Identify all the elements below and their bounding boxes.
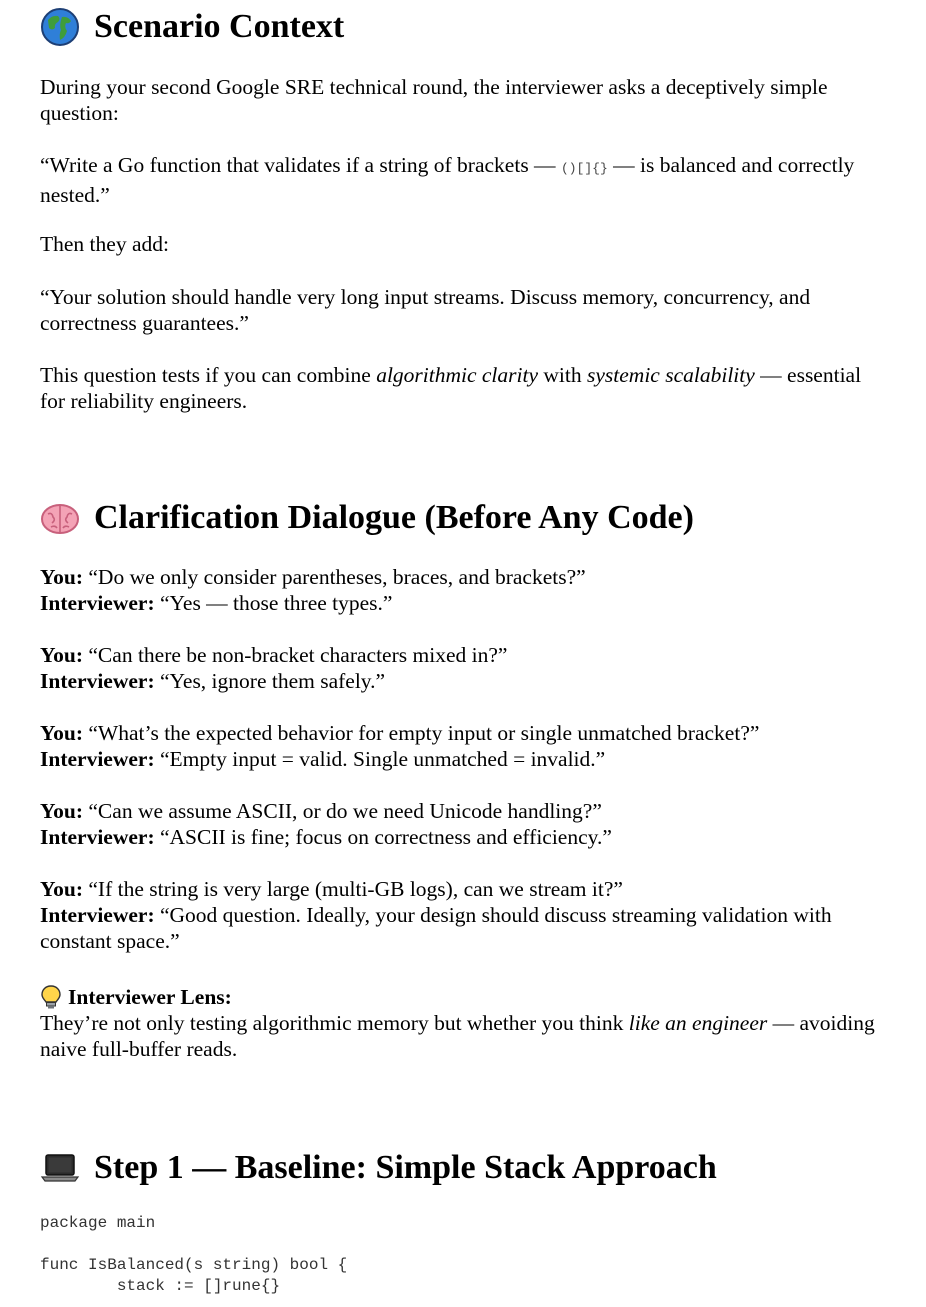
lens-text-b: — avoiding naive full-buffer reads. xyxy=(40,1011,875,1061)
code-line: func IsBalanced(s string) bool { xyxy=(40,1256,348,1274)
you-question: “If the string is very large (multi-GB logs), can we stream it?” xyxy=(88,877,623,901)
p5-text-c: — essential for reliability engineers. xyxy=(40,363,862,413)
scenario-heading xyxy=(40,7,886,47)
scenario-paragraph-5 xyxy=(40,362,886,414)
scenario-heading-text: Scenario Context xyxy=(94,8,345,45)
quote-text-end: — is balanced and correctly nested.” xyxy=(40,153,855,207)
lens-emphasis: like an engineer xyxy=(628,1011,768,1035)
code-block xyxy=(40,1213,886,1297)
interviewer-label: Interviewer: xyxy=(40,591,155,615)
dialogue-exchange-1 xyxy=(40,564,886,616)
scenario-paragraph-4: “Your solution should handle very long input streams. Discuss memory, concurrency, and correctness guarantees.” xyxy=(40,285,811,335)
p5-emphasis-2: systemic scalability xyxy=(587,363,755,387)
dialogue-exchange-2 xyxy=(40,642,886,694)
dialogue-exchange-4 xyxy=(40,798,886,850)
p5-text-b: with xyxy=(538,363,587,387)
p5-emphasis-1: algorithmic clarity xyxy=(376,363,539,387)
scenario-paragraph-2 xyxy=(40,152,886,208)
interviewer-label: Interviewer: xyxy=(40,825,155,849)
interviewer-answer: “Empty input = valid. Single unmatched = invalid.” xyxy=(159,747,606,771)
lens-text xyxy=(40,1010,886,1062)
code-line: stack := []rune{} xyxy=(40,1277,281,1295)
lightbulb-icon xyxy=(40,984,62,1010)
you-question: “What’s the expected behavior for empty input or single unmatched bracket?” xyxy=(88,721,760,745)
interviewer-answer: “Yes, ignore them safely.” xyxy=(159,669,386,693)
code-line: package main xyxy=(40,1214,156,1232)
scenario-paragraph-3: Then they add: xyxy=(40,232,169,256)
you-label: You: xyxy=(40,721,84,745)
dialogue-exchange-3 xyxy=(40,720,886,772)
lens-title xyxy=(40,984,886,1010)
interviewer-answer: “ASCII is fine; focus on correctness and efficiency.” xyxy=(159,825,612,849)
you-question: “Can there be non-bracket characters mixed in?” xyxy=(88,643,508,667)
inline-code-brackets: ()[]{} xyxy=(560,161,608,176)
interviewer-answer: “Yes — those three types.” xyxy=(159,591,393,615)
you-question: “Can we assume ASCII, or do we need Unicode handling?” xyxy=(88,799,602,823)
p5-text-a: This question tests if you can combine xyxy=(40,363,377,387)
you-label: You: xyxy=(40,565,84,589)
lens-label: Interviewer Lens: xyxy=(68,985,232,1009)
interviewer-answer: “Good question. Ideally, your design should discuss streaming validation with constant space.” xyxy=(40,903,832,953)
step1-heading-text: Step 1 — Baseline: Simple Stack Approach xyxy=(94,1149,717,1186)
interviewer-label: Interviewer: xyxy=(40,903,155,927)
dialogue-heading-text: Clarification Dialogue (Before Any Code) xyxy=(94,499,694,536)
interviewer-lens xyxy=(40,984,886,1062)
quote-text-start: “Write a Go function that validates if a string of brackets — xyxy=(40,153,561,177)
you-label: You: xyxy=(40,799,84,823)
lens-text-a: They’re not only testing algorithmic memory but whether you think xyxy=(40,1011,629,1035)
dialogue-exchange-5 xyxy=(40,876,886,954)
interviewer-label: Interviewer: xyxy=(40,747,155,771)
dialogue-heading xyxy=(40,498,886,538)
globe-icon xyxy=(40,7,80,47)
you-label: You: xyxy=(40,643,84,667)
brain-icon xyxy=(40,498,80,538)
you-question: “Do we only consider parentheses, braces, and brackets?” xyxy=(88,565,586,589)
you-label: You: xyxy=(40,877,84,901)
scenario-paragraph-1: During your second Google SRE technical round, the interviewer asks a deceptively simple question: xyxy=(40,75,828,125)
interviewer-label: Interviewer: xyxy=(40,669,155,693)
laptop-icon xyxy=(40,1148,80,1188)
step1-heading xyxy=(40,1148,886,1188)
